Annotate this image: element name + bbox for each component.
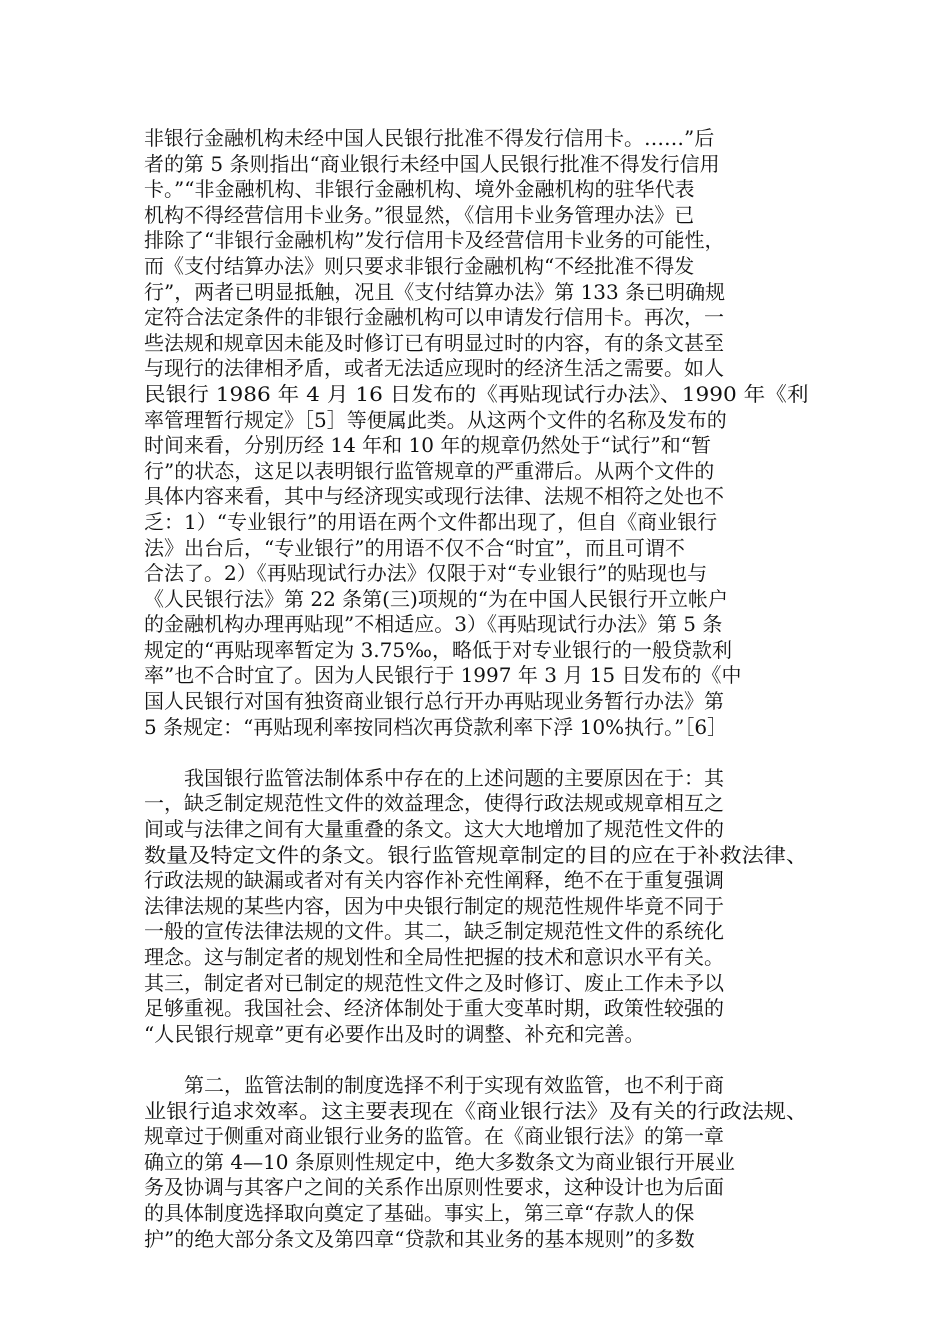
text-line: 第二，监管法制的制度选择不利于实现有效监管，也不利于商	[184, 1072, 724, 1097]
text-line: 者的第 5 条则指出“商业银行未经中国人民银行批准不得发行信用	[144, 151, 720, 176]
text-line: 与现行的法律相矛盾，或者无法适应现时的经济生活之需要。如人	[144, 356, 724, 381]
text-line: 些法规和规章因未能及时修订已有明显过时的内容，有的条文甚至	[144, 330, 724, 355]
text-line: 的金融机构办理再贴现”不相适应。3）《再贴现试行办法》第 5 条	[144, 612, 723, 637]
text-line: 行政法规的缺漏或者对有关内容作补充性阐释，绝不在于重复强调	[144, 868, 724, 893]
text-line: 国人民银行对国有独资商业银行总行开办再贴现业务暂行办法》第	[144, 689, 724, 714]
text-line: 定符合法定条件的非银行金融机构可以申请发行信用卡。再次，一	[144, 305, 724, 330]
text-line: 《人民银行法》第 22 条第(三)项规的“为在中国人民银行开立帐户	[144, 586, 728, 611]
text-line: 足够重视。我国社会、经济体制处于重大变革时期，政策性较强的	[144, 996, 724, 1021]
text-line: 民银行 1986 年 4 月 16 日发布的《再贴现试行办法》、1990 年《利	[144, 381, 809, 406]
text-line: 规章过于侧重对商业银行业务的监管。在《商业银行法》的第一章	[144, 1124, 724, 1149]
document-body	[144, 126, 808, 1252]
text-line: 数量及特定文件的条文。银行监管规章制定的目的应在于补救法律、	[144, 842, 809, 867]
text-line: “人民银行规章”更有必要作出及时的调整、补充和完善。	[144, 1021, 645, 1046]
text-line: 确立的第 4—10 条原则性规定中，绝大多数条文为商业银行开展业	[144, 1149, 735, 1174]
text-line: 排除了“非银行金融机构”发行信用卡及经营信用卡业务的可能性，	[144, 228, 725, 253]
text-line: 行”，两者已明显抵触，况且《支付结算办法》第 133 条已明确规	[144, 279, 726, 304]
text-line: 卡。”“非金融机构、非银行金融机构、境外金融机构的驻华代表	[144, 177, 695, 202]
text-line: 一般的宣传法律法规的文件。其二，缺乏制定规范性文件的系统化	[144, 919, 724, 944]
text-line: 机构不得经营信用卡业务。”很显然，《信用卡业务管理办法》已	[144, 202, 695, 227]
text-line: 乏：1）“专业银行”的用语在两个文件都出现了，但自《商业银行	[144, 509, 718, 534]
text-line: 率管理暂行规定》［5］等便属此类。从这两个文件的名称及发布的	[144, 407, 727, 432]
text-line: 护”的绝大部分条文及第四章“贷款和其业务的基本规则”的多数	[144, 1226, 695, 1251]
text-line: 的具体制度选择取向奠定了基础。事实上，第三章“存款人的保	[144, 1200, 695, 1225]
text-line: 规定的“再贴现率暂定为 3.75‰，略低于对专业银行的一般贷款利	[144, 637, 732, 662]
paragraph-2	[144, 766, 808, 1048]
paragraph-1	[144, 126, 808, 740]
text-line: 行”的状态，这足以表明银行监管规章的严重滞后。从两个文件的	[144, 458, 715, 483]
text-line: 率”也不合时宜了。因为人民银行于 1997 年 3 月 15 日发布的《中	[144, 663, 742, 688]
text-line: 业银行追求效率。这主要表现在《商业银行法》及有关的行政法规、	[144, 1098, 809, 1123]
text-line: 5 条规定：“再贴现利率按同档次再贷款利率下浮 10%执行。”［6］	[144, 714, 728, 739]
text-line: 非银行金融机构未经中国人民银行批准不得发行信用卡。……”后	[144, 126, 715, 150]
text-line: 法》出台后，“专业银行”的用语不仅不合“时宜”，而且可谓不	[144, 535, 685, 560]
text-line: 务及协调与其客户之间的关系作出原则性要求，这种设计也为后面	[144, 1175, 724, 1200]
text-line: 合法了。2）《再贴现试行办法》仅限于对“专业银行”的贴现也与	[144, 561, 708, 586]
text-line: 具体内容来看，其中与经济现实或现行法律、法规不相符之处也不	[144, 484, 724, 509]
paragraph-spacer	[144, 740, 808, 766]
text-line: 我国银行监管法制体系中存在的上述问题的主要原因在于：其	[184, 765, 724, 790]
text-line: 一，缺乏制定规范性文件的效益理念，使得行政法规或规章相互之	[144, 791, 724, 816]
text-line: 法律法规的某些内容，因为中央银行制定的规范性规件毕竟不同于	[144, 893, 724, 918]
text-line: 其三，制定者对已制定的规范性文件之及时修订、废止工作未予以	[144, 970, 724, 995]
text-line: 而《支付结算办法》则只要求非银行金融机构“不经批准不得发	[144, 253, 695, 278]
paragraph-spacer	[144, 1047, 808, 1073]
text-line: 时间来看，分别历经 14 年和 10 年的规章仍然处于“试行”和“暂	[144, 433, 712, 458]
text-line: 理念。这与制定者的规划性和全局性把握的技术和意识水平有关。	[144, 945, 724, 969]
paragraph-3	[144, 1073, 808, 1252]
text-line: 间或与法律之间有大量重叠的条文。这大大地增加了规范性文件的	[144, 817, 724, 842]
